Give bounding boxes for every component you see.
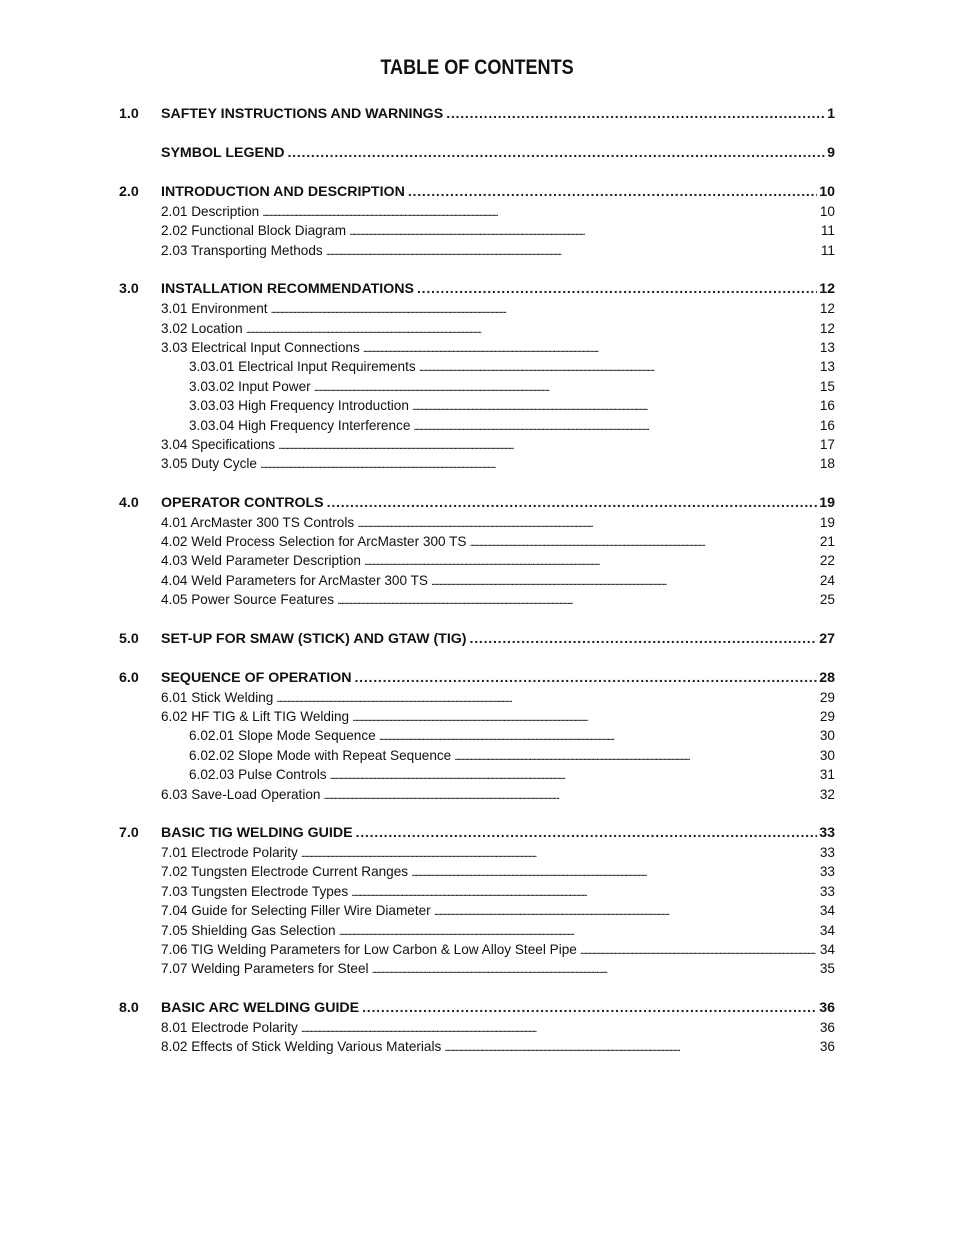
toc-dot-leader xyxy=(337,590,818,611)
toc-dot-leader xyxy=(355,668,818,688)
toc-dot-leader xyxy=(349,221,819,242)
toc-section-number: 6.0 xyxy=(119,669,139,686)
toc-dot-leader xyxy=(262,202,818,223)
toc-subsection-entry xyxy=(119,726,835,745)
toc-subsection-entry xyxy=(119,940,835,959)
toc-dot-leader xyxy=(412,396,818,417)
toc-entry-label: BASIC ARC WELDING GUIDE xyxy=(161,999,360,1016)
toc-entry-label: 7.03 Tungsten Electrode Types xyxy=(161,883,349,899)
toc-entry-label: 8.02 Effects of Stick Welding Various Materials xyxy=(161,1039,442,1055)
toc-section-number: 8.0 xyxy=(119,999,139,1016)
toc-dot-leader xyxy=(444,1037,818,1058)
toc-page-number: 31 xyxy=(819,767,835,783)
toc-dot-leader xyxy=(301,843,818,864)
toc-page-number: 9 xyxy=(827,145,835,161)
toc-entry-label: 4.05 Power Source Features xyxy=(161,592,335,608)
toc-subsection-entry xyxy=(119,202,835,221)
toc-dot-leader xyxy=(339,921,818,942)
toc-entry-label: 3.03 Electrical Input Connections xyxy=(161,339,360,355)
toc-entry-label: 3.02 Location xyxy=(161,320,243,336)
toc-entry-label: 6.01 Stick Welding xyxy=(161,689,274,705)
toc-page-number: 24 xyxy=(819,572,835,588)
toc-subsection-entry xyxy=(119,551,835,570)
toc-entry-label: 3.01 Environment xyxy=(161,301,268,317)
toc-entry-label: 3.03.04 High Frequency Interference xyxy=(189,417,411,433)
toc-section-number: 5.0 xyxy=(119,630,139,647)
toc-page-number: 35 xyxy=(819,961,835,977)
toc-page-number: 36 xyxy=(819,999,835,1016)
toc-page-number: 32 xyxy=(819,786,835,802)
toc-page-number: 36 xyxy=(819,1019,835,1035)
toc-section-entry xyxy=(119,668,835,688)
toc-subsection-entry xyxy=(119,319,835,338)
toc-subsection-entry xyxy=(119,357,835,376)
toc-page-number: 10 xyxy=(819,204,835,219)
toc-dot-leader xyxy=(363,338,818,359)
toc-section-entry xyxy=(119,998,835,1018)
toc-page-number: 12 xyxy=(819,320,835,336)
toc-entry-label: 4.02 Weld Process Selection for ArcMaster 300 TS xyxy=(161,534,467,550)
toc-subsection-entry xyxy=(119,590,835,609)
toc-subsection-entry xyxy=(119,396,835,415)
toc-dot-leader xyxy=(470,629,818,649)
toc-entry-label: 4.03 Weld Parameter Description xyxy=(161,553,361,569)
toc-entry-label: 6.02.02 Slope Mode with Repeat Sequence xyxy=(189,747,452,763)
toc-dot-leader xyxy=(413,416,817,437)
toc-subsection-entry xyxy=(119,901,835,920)
toc-subsection-entry xyxy=(119,707,835,726)
toc-entry-label: 3.03.01 Electrical Input Requirements xyxy=(189,359,416,375)
toc-dot-leader xyxy=(431,571,818,592)
toc-dot-leader xyxy=(288,143,826,163)
toc-entry-label: 4.04 Weld Parameters for ArcMaster 300 TS xyxy=(161,572,428,588)
toc-dot-leader xyxy=(323,785,817,806)
toc-entry-label: 2.02 Functional Block Diagram xyxy=(161,223,347,239)
toc-dot-leader xyxy=(351,882,818,903)
toc-dot-leader xyxy=(362,998,817,1018)
toc-subsection-entry xyxy=(119,882,835,901)
toc-dot-leader xyxy=(327,493,818,513)
toc-dot-leader xyxy=(580,940,818,961)
toc-dot-leader xyxy=(356,823,818,843)
toc-entry-label: OPERATOR CONTROLS xyxy=(161,494,324,511)
toc-page-number: 16 xyxy=(819,398,835,414)
toc-page-number: 33 xyxy=(819,883,835,899)
toc-entry-label: SEQUENCE OF OPERATION xyxy=(161,669,352,686)
toc-section-entry xyxy=(119,143,835,163)
toc-section-entry xyxy=(119,182,835,202)
toc-section-number: 4.0 xyxy=(119,494,139,511)
toc-dot-leader xyxy=(260,454,818,475)
toc-page-number: 15 xyxy=(819,378,835,394)
toc-subsection-entry xyxy=(119,1018,835,1037)
toc-section-number: 7.0 xyxy=(119,824,139,841)
toc-entry-label: SAFTEY INSTRUCTIONS AND WARNINGS xyxy=(161,106,444,122)
toc-section-entry xyxy=(119,279,835,299)
toc-dot-leader xyxy=(470,532,818,553)
toc-page-number: 30 xyxy=(819,728,835,744)
toc-page-number: 1 xyxy=(827,106,835,122)
toc-page-number: 18 xyxy=(819,456,835,472)
toc-page-number: 27 xyxy=(819,630,835,647)
toc-page-number: 34 xyxy=(819,941,835,957)
toc-entry-label: 6.02 HF TIG & Lift TIG Welding xyxy=(161,709,350,725)
toc-page-number: 33 xyxy=(819,844,835,860)
toc-subsection-entry xyxy=(119,454,835,473)
toc-page-number: 13 xyxy=(819,359,835,375)
toc-subsection-entry xyxy=(119,959,835,978)
toc-subsection-entry xyxy=(119,843,835,862)
toc-entry-label: 4.01 ArcMaster 300 TS Controls xyxy=(161,514,355,530)
toc-dot-leader xyxy=(372,959,818,980)
toc-subsection-entry xyxy=(119,862,835,881)
toc-entry-label: 7.01 Electrode Polarity xyxy=(161,844,298,860)
toc-dot-leader xyxy=(446,104,825,124)
toc-page-number: 34 xyxy=(819,922,835,938)
toc-dot-leader xyxy=(357,513,818,534)
toc-page-number: 10 xyxy=(819,184,835,200)
toc-subsection-entry xyxy=(119,921,835,940)
toc-subsection-entry xyxy=(119,416,835,435)
table-of-contents xyxy=(119,104,835,1057)
toc-subsection-entry xyxy=(119,571,835,590)
toc-entry-label: INSTALLATION RECOMMENDATIONS xyxy=(161,281,414,298)
toc-dot-leader xyxy=(434,901,818,922)
toc-page-number: 13 xyxy=(819,339,835,355)
toc-page-number: 33 xyxy=(819,864,835,880)
toc-dot-leader xyxy=(326,241,819,262)
toc-entry-label: SET-UP FOR SMAW (STICK) AND GTAW (TIG) xyxy=(161,630,467,647)
toc-page-number: 12 xyxy=(819,281,835,298)
toc-entry-label: SYMBOL LEGEND xyxy=(161,145,285,161)
toc-subsection-entry xyxy=(119,221,835,240)
toc-dot-leader xyxy=(352,707,818,728)
toc-entry-label: 7.02 Tungsten Electrode Current Ranges xyxy=(161,864,409,880)
toc-page-number: 29 xyxy=(819,709,835,725)
toc-entry-label: 6.02.03 Pulse Controls xyxy=(189,767,327,783)
toc-entry-label: 7.07 Welding Parameters for Steel xyxy=(161,961,369,977)
toc-subsection-entry xyxy=(119,785,835,804)
toc-dot-leader xyxy=(411,862,818,883)
toc-page-number: 19 xyxy=(819,514,835,530)
toc-subsection-entry xyxy=(119,746,835,765)
toc-entry-label: BASIC TIG WELDING GUIDE xyxy=(161,824,353,841)
toc-dot-leader xyxy=(276,688,818,709)
toc-page-number: 36 xyxy=(819,1039,835,1055)
toc-section-number: 1.0 xyxy=(119,106,139,122)
toc-page-number: 28 xyxy=(819,669,835,686)
toc-section-entry xyxy=(119,823,835,843)
toc-page-number: 11 xyxy=(820,223,835,239)
toc-section-number: 2.0 xyxy=(119,184,139,200)
toc-page-number: 19 xyxy=(819,494,835,511)
toc-section-number: 3.0 xyxy=(119,281,139,298)
toc-dot-leader xyxy=(278,435,818,456)
toc-section-entry xyxy=(119,493,835,513)
toc-entry-label: 3.05 Duty Cycle xyxy=(161,456,257,472)
toc-page-number: 34 xyxy=(819,903,835,919)
toc-page-number: 16 xyxy=(819,417,835,433)
toc-subsection-entry xyxy=(119,688,835,707)
toc-page-number: 33 xyxy=(819,824,835,841)
toc-subsection-entry xyxy=(119,338,835,357)
toc-page-number: 25 xyxy=(819,592,835,608)
toc-page-number: 11 xyxy=(820,242,835,258)
toc-page-number: 12 xyxy=(819,301,835,317)
toc-entry-label: 6.03 Save-Load Operation xyxy=(161,786,321,802)
toc-page-number: 29 xyxy=(819,689,835,705)
toc-entry-label: 3.03.03 High Frequency Introduction xyxy=(189,398,409,414)
toc-section-entry xyxy=(119,629,835,649)
toc-subsection-entry xyxy=(119,299,835,318)
toc-dot-leader xyxy=(314,377,818,398)
toc-section-entry xyxy=(119,104,835,124)
toc-entry-label: 3.03.02 Input Power xyxy=(189,378,311,394)
toc-dot-leader xyxy=(246,319,818,340)
toc-page-number: 17 xyxy=(819,436,835,452)
toc-entry-label: INTRODUCTION AND DESCRIPTION xyxy=(161,184,405,200)
toc-subsection-entry xyxy=(119,532,835,551)
toc-subsection-entry xyxy=(119,377,835,396)
page-title: TABLE OF CONTENTS xyxy=(380,56,574,79)
toc-page-number: 30 xyxy=(819,747,835,763)
toc-entry-label: 7.05 Shielding Gas Selection xyxy=(161,922,336,938)
toc-dot-leader xyxy=(417,279,817,299)
toc-page-number: 22 xyxy=(819,553,835,569)
toc-entry-label: 2.01 Description xyxy=(161,204,260,219)
toc-dot-leader xyxy=(301,1018,818,1039)
toc-dot-leader xyxy=(454,746,818,767)
toc-subsection-entry xyxy=(119,241,835,260)
toc-dot-leader xyxy=(419,357,818,378)
toc-dot-leader xyxy=(271,299,818,320)
toc-entry-label: 2.03 Transporting Methods xyxy=(161,242,323,258)
toc-dot-leader xyxy=(364,551,818,572)
toc-entry-label: 8.01 Electrode Polarity xyxy=(161,1019,298,1035)
toc-subsection-entry xyxy=(119,513,835,532)
toc-subsection-entry xyxy=(119,435,835,454)
toc-dot-leader xyxy=(408,182,817,202)
toc-subsection-entry xyxy=(119,765,835,784)
toc-dot-leader xyxy=(330,765,818,786)
toc-page-number: 21 xyxy=(819,534,835,550)
toc-entry-label: 3.04 Specifications xyxy=(161,436,276,452)
toc-subsection-entry xyxy=(119,1037,835,1056)
toc-entry-label: 6.02.01 Slope Mode Sequence xyxy=(189,728,376,744)
toc-entry-label: 7.04 Guide for Selecting Filler Wire Diameter xyxy=(161,903,431,919)
toc-entry-label: 7.06 TIG Welding Parameters for Low Carbon & Low Alloy Steel Pipe xyxy=(161,941,577,957)
toc-dot-leader xyxy=(379,726,818,747)
